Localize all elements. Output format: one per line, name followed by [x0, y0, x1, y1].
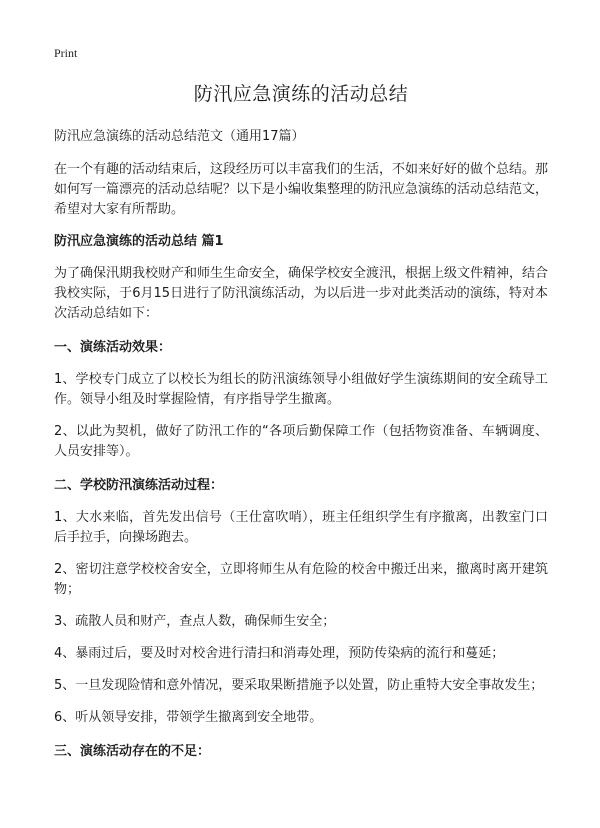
section-heading: 一、演练活动效果：: [54, 340, 172, 355]
intro-paragraph: 在一个有趣的活动结束后，这段经历可以丰富我们的生活，不如来好好的做个总结。那如何写一篇漂亮的活动总结呢？以下是小编收集整理的防汛应急演练的活动总结范文，希望对大家有所帮助。: [54, 162, 549, 217]
section-3: [54, 742, 548, 762]
article-heading: 防汛应急演练的活动总结 篇1: [54, 234, 224, 249]
document-title: 防汛应急演练的活动总结: [193, 83, 409, 105]
section-heading: 二、学校防汛演练活动过程：: [54, 478, 224, 493]
print-link[interactable]: Print: [54, 46, 78, 60]
document-subtitle: 防汛应急演练的活动总结范文（通用17篇）: [54, 129, 305, 144]
section-1: [54, 338, 548, 462]
section-2: [54, 476, 548, 728]
list-item: 5、一旦发现险情和意外情况，要采取果断措施予以处置，防止重特大安全事故发生；: [54, 678, 544, 693]
list-item: 1、学校专门成立了以校长为组长的防汛演练领导小组做好学生演练期间的安全疏导工作。领导小组及时掌握险情，有序指导学生撤离。: [54, 372, 548, 407]
section-heading: 三、演练活动存在的不足：: [54, 744, 211, 759]
list-item: 2、密切注意学校校舍安全，立即将师生从有危险的校舍中搬迁出来，撤离时离开建筑物；: [54, 562, 548, 597]
list-item: 3、疏散人员和财产，查点人数，确保师生安全；: [54, 614, 336, 629]
list-item: 2、以此为契机，做好了防汛工作的“各项后勤保障工作（包括物资准备、车辆调度、人员安排等）。: [54, 424, 548, 459]
list-item: 6、听从领导安排，带领学生撤离到安全地带。: [54, 710, 323, 725]
article-intro-paragraph: 为了确保汛期我校财产和师生生命安全，确保学校安全渡汛，根据上级文件精神，结合我校实际，于6月15日进行了防汛演练活动，为以后进一步对此类活动的演练，特对本次活动总结如下：: [54, 266, 549, 321]
list-item: 1、大水来临，首先发出信号（王仕富吹哨），班主任组织学生有序撤离，出教室门口后手拉手，向操场跑去。: [54, 510, 548, 545]
list-item: 4、暴雨过后，要及时对校舍进行清扫和消毒处理，预防传染病的流行和蔓延；: [54, 646, 505, 661]
